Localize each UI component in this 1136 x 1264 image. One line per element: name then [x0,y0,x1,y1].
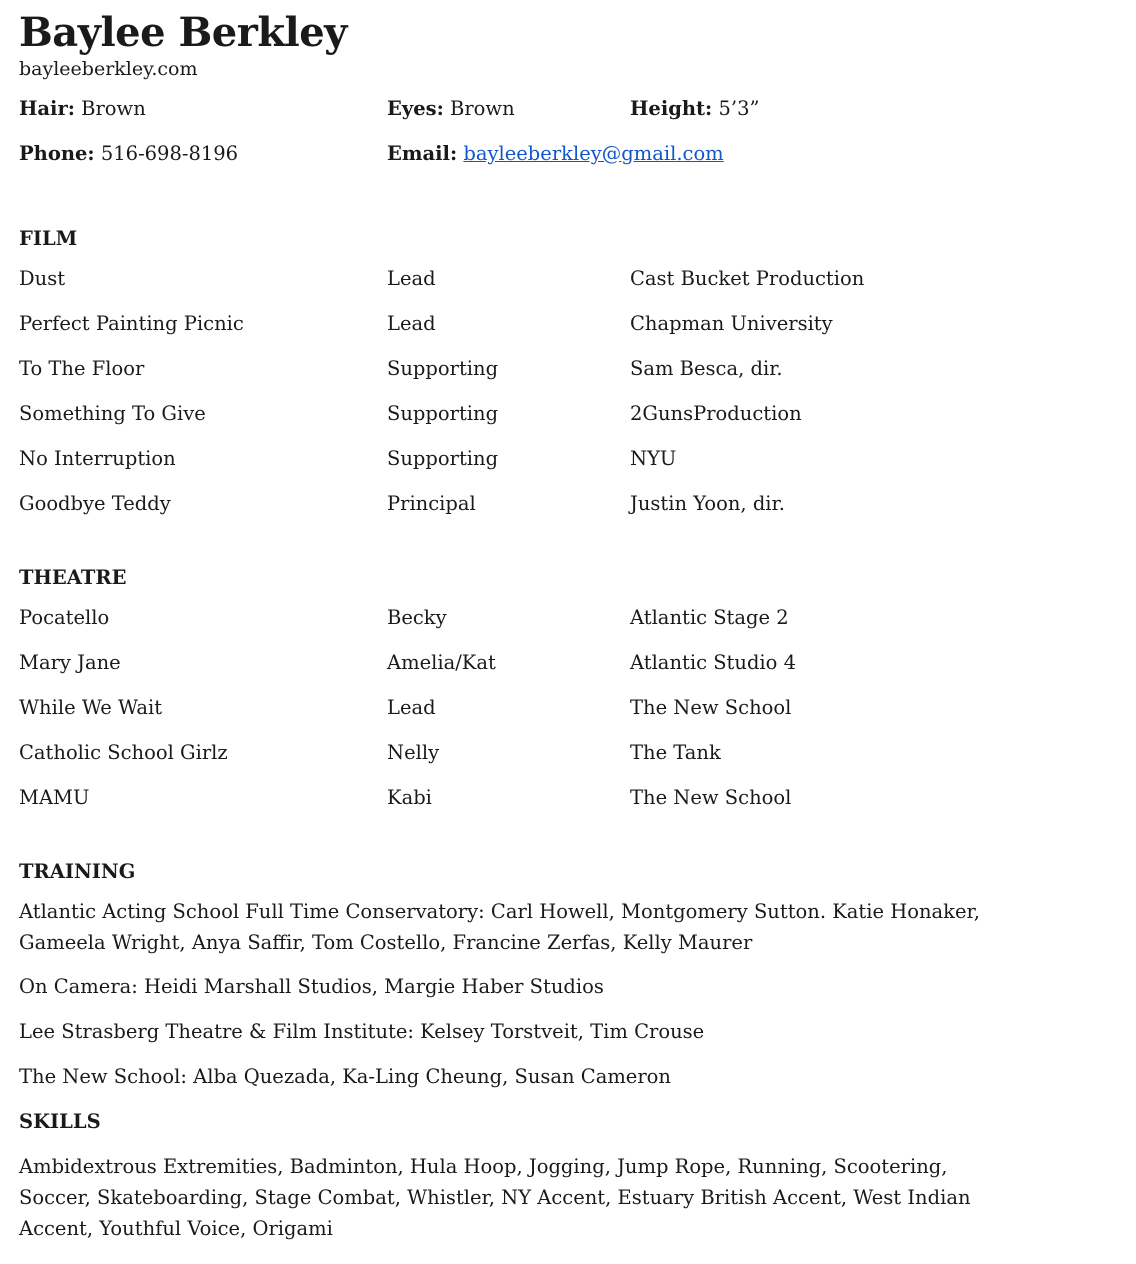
credit-company: Sam Besca, dir. [630,357,783,380]
email-label: Email: [387,142,458,165]
theatre-credit-row [19,694,1119,722]
credit-role: Lead [387,312,436,335]
film-credit-row [19,490,1119,518]
credit-role: Supporting [387,357,499,380]
theatre-heading: THEATRE [19,566,127,589]
credit-company: The New School [630,786,792,809]
film-credit-row [19,445,1119,473]
credit-title: Something To Give [19,402,206,425]
stats-row-physical [19,95,1119,123]
skills-heading: SKILLS [19,1110,101,1133]
training-item: Lee Strasberg Theatre & Film Institute: Kelsey Torstveit, Tim Crouse [19,1020,705,1043]
training-heading: TRAINING [19,860,136,883]
height-value: 5’3” [718,97,760,120]
theatre-credit-row [19,784,1119,812]
email-link[interactable]: bayleeberkley@gmail.com [463,142,724,165]
height-stat [630,95,759,123]
training-item: On Camera: Heidi Marshall Studios, Margie Haber Studios [19,975,604,998]
credit-title: No Interruption [19,447,176,470]
credit-title: Dust [19,267,66,290]
credit-role: Supporting [387,402,499,425]
phone-value: 516-698-8196 [100,142,239,165]
actor-name: Baylee Berkley [19,9,347,56]
credit-title: Mary Jane [19,651,121,674]
theatre-credit-row [19,649,1119,677]
credit-title: While We Wait [19,696,163,719]
credit-company: The Tank [630,741,721,764]
hair-value: Brown [81,97,146,120]
website-text: bayleeberkley.com [19,58,198,80]
credit-role: Becky [387,606,447,629]
credit-title: To The Floor [19,357,145,380]
eyes-value: Brown [449,97,515,120]
credit-role: Supporting [387,447,499,470]
stats-row-contact [19,140,1119,168]
credit-title: Catholic School Girlz [19,741,228,764]
hair-stat [19,95,146,123]
credit-title: MAMU [19,786,90,809]
film-credit-row [19,355,1119,383]
credit-company: 2GunsProduction [630,402,802,425]
phone-stat [19,140,238,168]
credit-title: Goodbye Teddy [19,492,171,515]
film-heading: FILM [19,227,78,250]
credit-role: Amelia/Kat [387,651,496,674]
credit-company: Atlantic Studio 4 [630,651,797,674]
email-stat [387,140,724,168]
film-credit-row [19,310,1119,338]
credit-role: Lead [387,267,436,290]
theatre-credit-row [19,739,1119,767]
training-item: The New School: Alba Quezada, Ka-Ling Cheung, Susan Cameron [19,1065,671,1088]
theatre-credit-row [19,604,1119,632]
credit-role: Kabi [387,786,432,809]
credit-title: Perfect Painting Picnic [19,312,244,335]
credit-title: Pocatello [19,606,110,629]
credit-company: Justin Yoon, dir. [630,492,785,515]
film-credit-row [19,400,1119,428]
film-credit-row [19,265,1119,293]
height-label: Height: [630,97,713,120]
credit-company: Cast Bucket Production [630,267,865,290]
credit-company: NYU [630,447,677,470]
credit-role: Principal [387,492,476,515]
eyes-label: Eyes: [387,97,444,120]
credit-role: Nelly [387,741,440,764]
training-item: Atlantic Acting School Full Time Conservatory: Carl Howell, Montgomery Sutton. Katie Honaker, Gameela Wright, Anya Saffir, Tom Costello, Francine Zerfas, Kelly Maurer [19,900,980,954]
eyes-stat [387,95,515,123]
credit-company: The New School [630,696,792,719]
phone-label: Phone: [19,142,95,165]
hair-label: Hair: [19,97,75,120]
credit-company: Chapman University [630,312,833,335]
credit-role: Lead [387,696,436,719]
skills-text: Ambidextrous Extremities, Badminton, Hula Hoop, Jogging, Jump Rope, Running, Scootering, Soccer, Skateboarding, Stage Combat, Whistler, NY Accent, Estuary British Accent, West Indian Accent, Youthful Voice, Origami [19,1155,971,1240]
credit-company: Atlantic Stage 2 [630,606,789,629]
